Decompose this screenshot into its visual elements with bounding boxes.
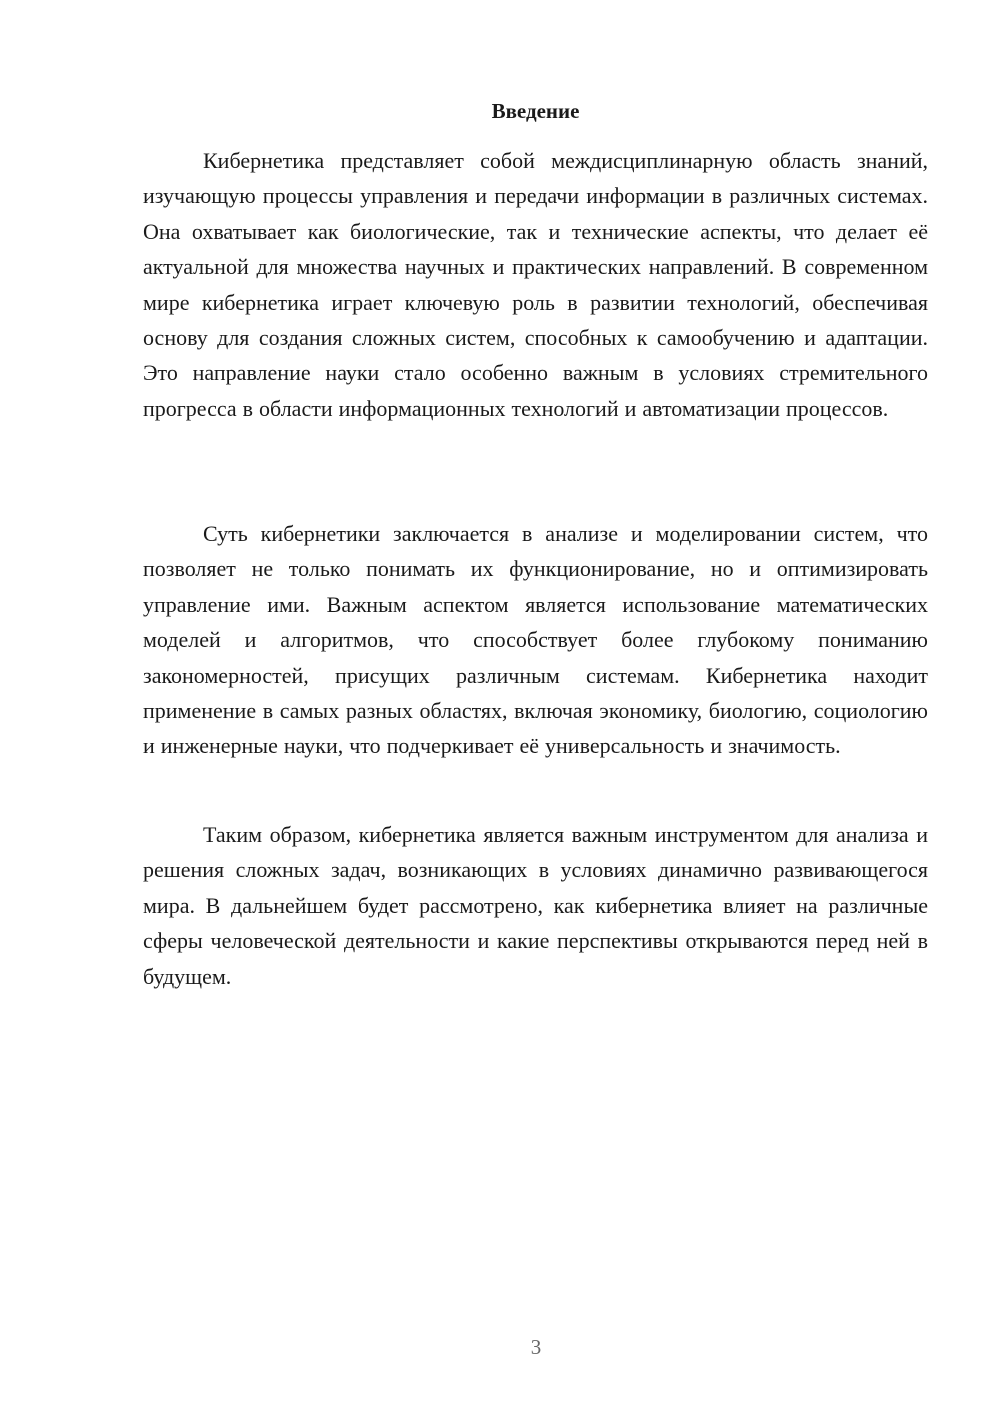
paragraph-1: Кибернетика представляет собой междисциплинарную область знаний, изучающую процессы управления и передачи информации в различных системах. Она охватывает как биологические, так и технические аспекты, что делает её актуальной для множества научных и практических направлений. В современном мире кибернетика играет ключевую роль в развитии технологий, обеспечивая основу для создания сложных систем, способных к самообучению и адаптации. Это направление науки стало особенно важным в условиях стремительного прогресса в области информационных технологий и автоматизации процессов. [143, 148, 928, 421]
paragraph-3: Таким образом, кибернетика является важным инструментом для анализа и решения сложных задач, возникающих в условиях динамично развивающегося мира. В дальнейшем будет рассмотрено, как кибернетика влияет на различные сферы человеческой деятельности и какие перспективы открываются перед ней в будущем. [143, 822, 928, 989]
section-title: Введение [491, 99, 580, 123]
page-number: 3 [530, 1335, 542, 1359]
paragraph-2: Суть кибернетики заключается в анализе и моделировании систем, что позволяет не только понимать их функционирование, но и оптимизировать управление ими. Важным аспектом является использование математических моделей и алгоритмов, что способствует более глубокому пониманию закономерностей, присущих различным системам. Кибернетика находит применение в самых разных областях, включая экономику, биологию, социологию и инженерные науки, что подчеркивает её универсальность и значимость. [143, 521, 928, 759]
